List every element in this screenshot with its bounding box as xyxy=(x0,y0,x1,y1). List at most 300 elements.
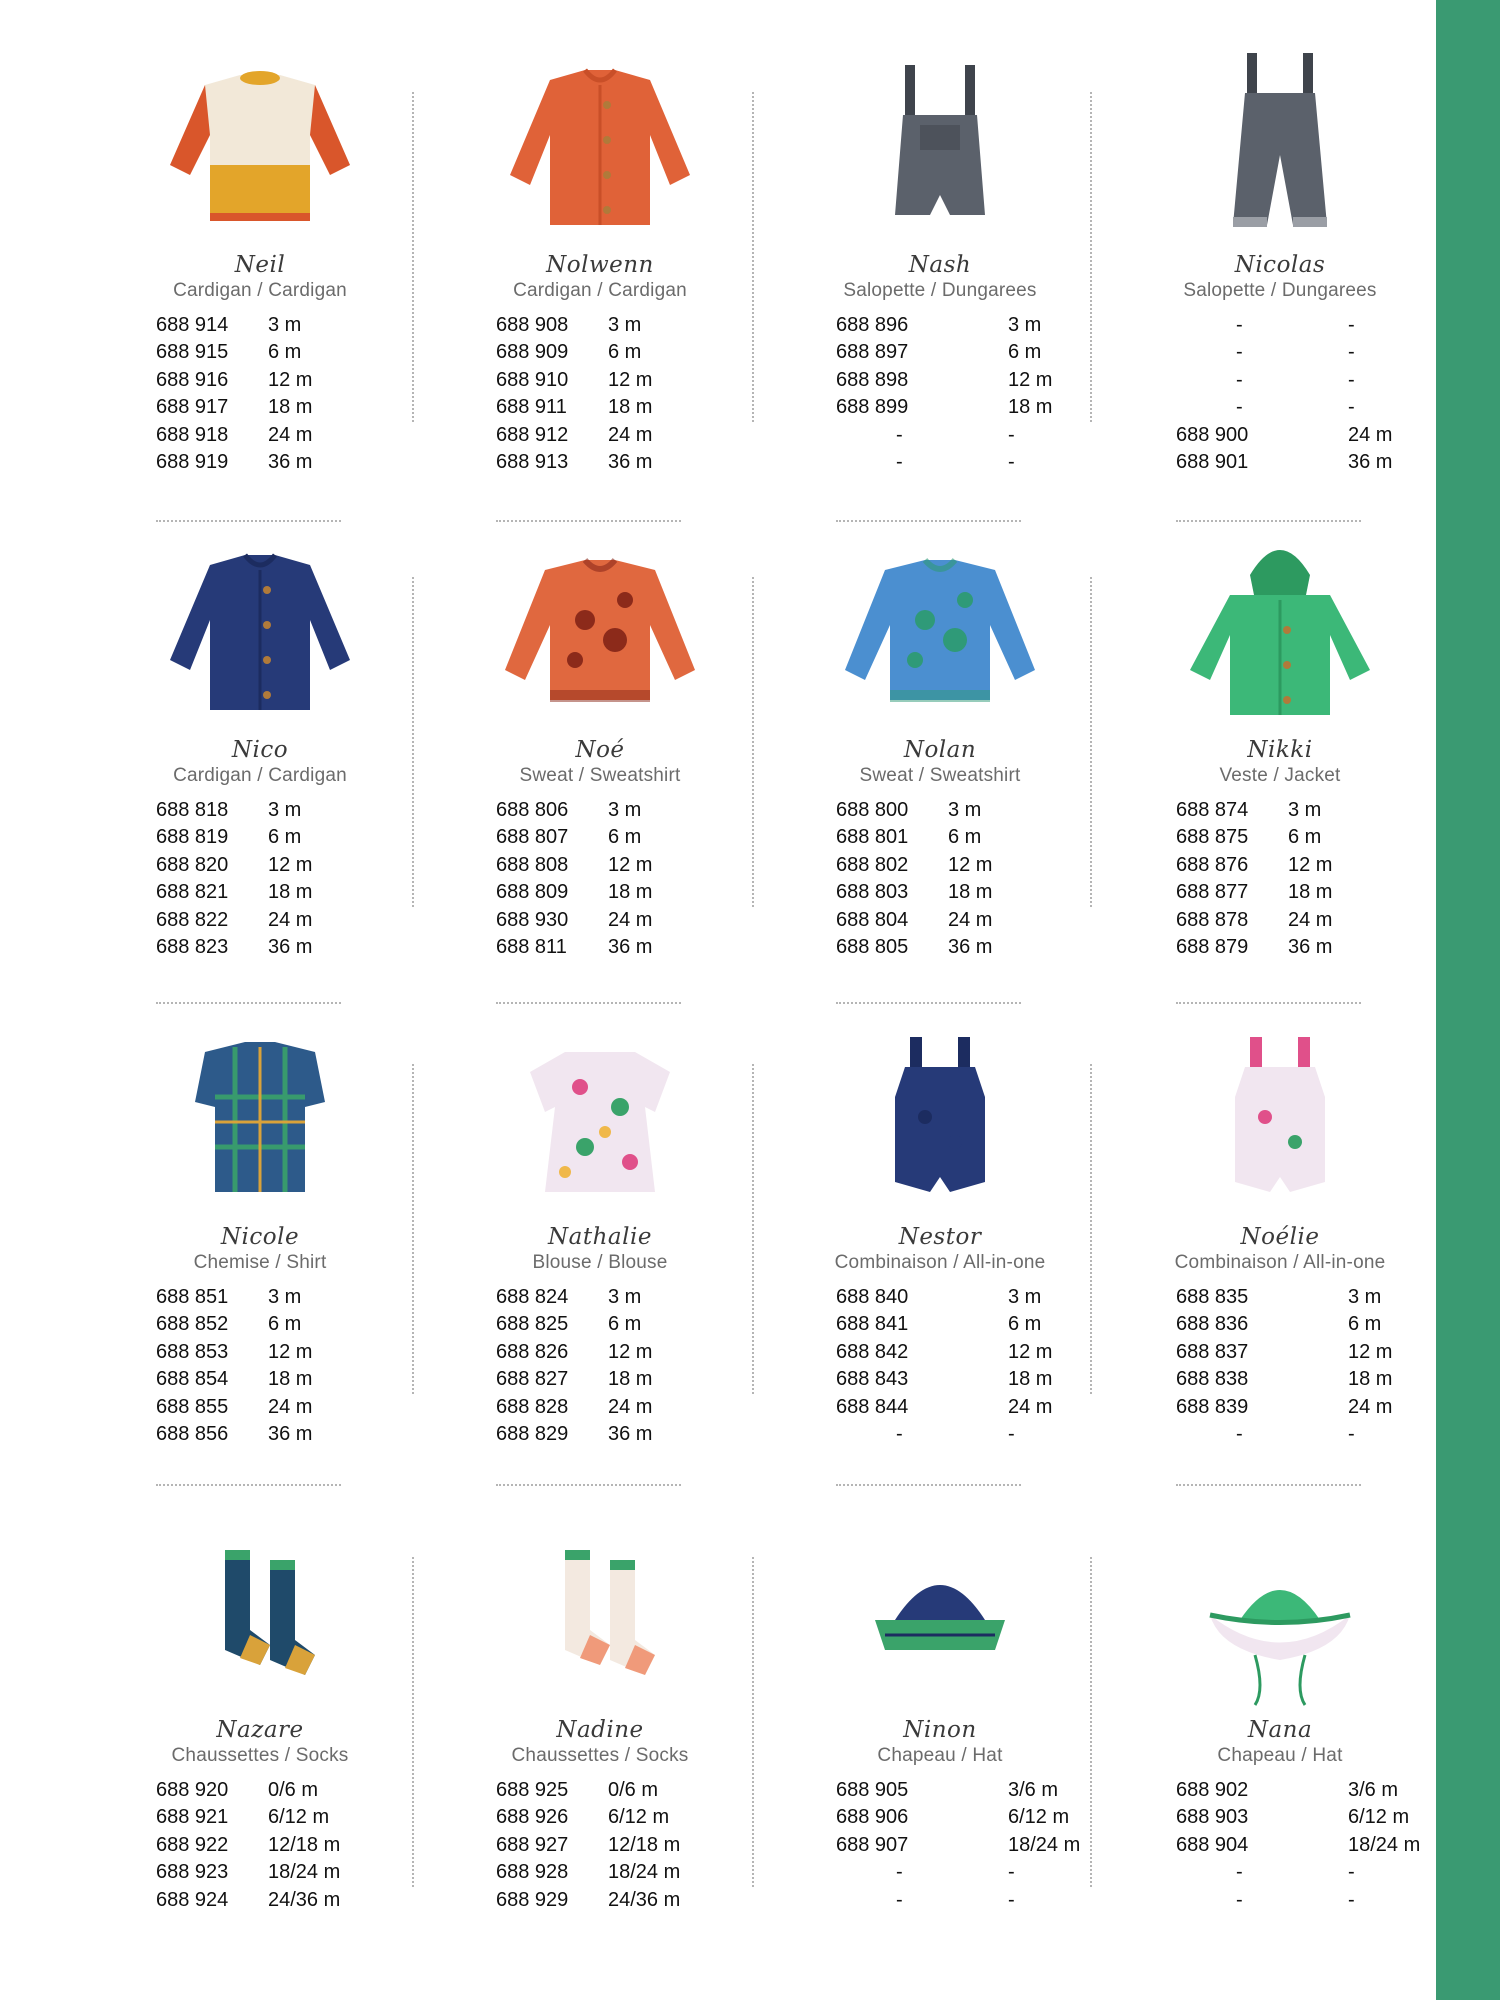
product-type: Cardigan / Cardigan xyxy=(173,280,347,301)
row-divider xyxy=(1176,1484,1361,1486)
product-type: Chapeau / Hat xyxy=(877,1745,1003,1766)
sweatshirt-icon xyxy=(825,530,1055,730)
table-row xyxy=(836,367,1098,394)
product-type: Cardigan / Cardigan xyxy=(513,280,687,301)
size-label: 18 m xyxy=(948,881,993,904)
size-label: 36 m xyxy=(608,1423,653,1446)
product-type: Combinaison / All-in-one xyxy=(834,1252,1046,1273)
reference-table xyxy=(1176,312,1438,476)
reference-table xyxy=(496,1777,698,1914)
product-name: Nikki xyxy=(1247,737,1313,763)
column-divider xyxy=(1090,577,1092,907)
reference-code: 688 855 xyxy=(156,1395,229,1418)
table-row xyxy=(156,312,358,339)
column-divider xyxy=(1090,1064,1092,1394)
product-image xyxy=(140,40,380,250)
product-image xyxy=(1160,1012,1400,1222)
product-image xyxy=(820,40,1060,250)
table-row xyxy=(496,339,698,366)
reference-code: - xyxy=(1236,1888,1243,1911)
table-row xyxy=(1176,797,1378,824)
table-row xyxy=(496,1421,698,1448)
table-row xyxy=(836,879,1038,906)
product-name: Nolwenn xyxy=(546,252,654,278)
product-type: Chaussettes / Socks xyxy=(171,1745,349,1766)
reference-code: 688 900 xyxy=(1176,423,1249,446)
size-label: 12 m xyxy=(1008,1340,1053,1363)
table-row xyxy=(156,934,358,961)
size-label: 3 m xyxy=(1288,799,1322,821)
product-name: Nazare xyxy=(216,1717,304,1743)
reference-table xyxy=(496,312,698,476)
size-label: 18 m xyxy=(268,1368,313,1391)
reference-code: 688 851 xyxy=(156,1286,229,1308)
product-name: Neil xyxy=(234,252,286,278)
size-label: 3 m xyxy=(268,314,302,336)
size-label: 12 m xyxy=(268,853,313,876)
table-row xyxy=(156,1311,358,1338)
table-row xyxy=(156,852,358,879)
column-divider xyxy=(412,577,414,907)
row-divider xyxy=(836,1002,1021,1004)
size-label: 6 m xyxy=(1008,1313,1042,1336)
table-row xyxy=(836,1887,1098,1914)
long-dungarees-icon xyxy=(1165,45,1395,245)
product-type: Salopette / Dungarees xyxy=(843,280,1037,301)
reference-code: 688 920 xyxy=(156,1779,229,1801)
size-label: 12 m xyxy=(1288,853,1333,876)
size-label: 18 m xyxy=(268,396,313,419)
reference-code: 688 925 xyxy=(496,1779,569,1801)
table-row xyxy=(496,907,698,934)
size-label: 6 m xyxy=(268,341,302,364)
table-row xyxy=(156,394,358,421)
product-card xyxy=(470,40,810,520)
reference-code: 688 843 xyxy=(836,1368,909,1391)
product-image xyxy=(480,1012,720,1222)
table-row xyxy=(496,879,698,906)
size-label: - xyxy=(1008,423,1015,446)
size-label: - xyxy=(1348,368,1355,391)
reference-code: 688 910 xyxy=(496,368,569,391)
table-row xyxy=(496,934,698,961)
size-label: 36 m xyxy=(268,451,313,474)
reference-code: 688 811 xyxy=(496,936,567,959)
table-row xyxy=(496,797,698,824)
size-label: 6/12 m xyxy=(1008,1806,1070,1829)
product-image xyxy=(1160,1505,1400,1715)
table-row xyxy=(496,367,698,394)
row-divider xyxy=(156,1002,341,1004)
size-label: 24 m xyxy=(268,1395,313,1418)
size-label: 12/18 m xyxy=(268,1833,341,1856)
table-row xyxy=(496,1804,698,1831)
table-row xyxy=(1176,1339,1438,1366)
reference-table xyxy=(836,1284,1098,1448)
size-label: 3 m xyxy=(608,1286,642,1308)
column-divider xyxy=(412,1557,414,1887)
reference-code: 688 924 xyxy=(156,1888,229,1911)
reference-code: 688 826 xyxy=(496,1340,569,1363)
reference-code: 688 874 xyxy=(1176,799,1249,821)
product-image xyxy=(820,1012,1060,1222)
table-row xyxy=(156,1339,358,1366)
size-label: 24/36 m xyxy=(268,1888,341,1911)
product-type: Combinaison / All-in-one xyxy=(1174,1252,1386,1273)
table-row xyxy=(1176,394,1438,421)
product-card xyxy=(1150,525,1490,1005)
size-label: 6 m xyxy=(608,1313,642,1336)
table-row xyxy=(156,1777,358,1804)
reference-code: 688 923 xyxy=(156,1861,229,1884)
table-row xyxy=(156,1421,358,1448)
reference-code: 688 875 xyxy=(1176,826,1249,849)
table-row xyxy=(1176,1804,1438,1831)
table-row xyxy=(836,1832,1098,1859)
reference-code: 688 809 xyxy=(496,881,569,904)
size-label: 6/12 m xyxy=(268,1806,330,1829)
reference-table xyxy=(836,797,1038,961)
reference-code: 688 929 xyxy=(496,1888,569,1911)
reference-code: 688 897 xyxy=(836,341,909,364)
size-label: 12 m xyxy=(1348,1340,1393,1363)
size-label: 36 m xyxy=(1348,451,1393,474)
size-label: 6 m xyxy=(268,826,302,849)
product-type: Blouse / Blouse xyxy=(532,1252,668,1273)
table-row xyxy=(156,1804,358,1831)
table-row xyxy=(836,1421,1098,1448)
reference-code: - xyxy=(1236,1423,1243,1446)
reference-code: 688 841 xyxy=(836,1313,909,1336)
table-row xyxy=(1176,312,1438,339)
table-row xyxy=(1176,1366,1438,1393)
reference-code: 688 804 xyxy=(836,908,909,931)
reference-code: - xyxy=(1236,396,1243,419)
reference-code: 688 838 xyxy=(1176,1368,1249,1391)
table-row xyxy=(496,1311,698,1338)
table-row xyxy=(156,824,358,851)
size-label: 6 m xyxy=(268,1313,302,1336)
size-label: 12 m xyxy=(608,368,653,391)
table-row xyxy=(496,1394,698,1421)
size-label: 36 m xyxy=(268,936,313,959)
reference-code: 688 802 xyxy=(836,853,909,876)
size-label: 6 m xyxy=(1348,1313,1382,1336)
table-row xyxy=(156,1394,358,1421)
reference-code: 688 806 xyxy=(496,799,569,821)
table-row xyxy=(836,449,1098,476)
table-row xyxy=(836,1804,1098,1831)
reference-code: 688 930 xyxy=(496,908,569,931)
size-label: 18 m xyxy=(608,881,653,904)
size-label: - xyxy=(1348,1861,1355,1884)
row-divider xyxy=(496,520,681,522)
table-row xyxy=(496,852,698,879)
table-row xyxy=(156,449,358,476)
table-row xyxy=(156,1832,358,1859)
table-row xyxy=(156,797,358,824)
product-name: Nash xyxy=(908,252,972,278)
reference-code: 688 876 xyxy=(1176,853,1249,876)
reference-code: - xyxy=(896,1888,903,1911)
table-row xyxy=(1176,1311,1438,1338)
reference-code: 688 808 xyxy=(496,853,569,876)
product-card xyxy=(1150,40,1490,520)
reference-code: 688 835 xyxy=(1176,1286,1249,1308)
reference-code: 688 921 xyxy=(156,1806,229,1829)
reference-code: 688 807 xyxy=(496,826,569,849)
table-row xyxy=(496,312,698,339)
product-card xyxy=(1150,1012,1490,1492)
size-label: 24 m xyxy=(1288,908,1333,931)
size-label: 0/6 m xyxy=(268,1779,319,1801)
product-card xyxy=(470,1505,810,1985)
product-type: Sweat / Sweatshirt xyxy=(519,765,681,786)
size-label: - xyxy=(1008,451,1015,474)
product-type: Chapeau / Hat xyxy=(1217,1745,1343,1766)
reference-code: 688 898 xyxy=(836,368,909,391)
reference-code: 688 836 xyxy=(1176,1313,1249,1336)
size-label: 24/36 m xyxy=(608,1888,681,1911)
reference-table xyxy=(496,1284,698,1448)
table-row xyxy=(1176,422,1438,449)
reference-code: - xyxy=(896,1861,903,1884)
size-label: 12/18 m xyxy=(608,1833,681,1856)
size-label: 6 m xyxy=(1288,826,1322,849)
reference-code: 688 877 xyxy=(1176,881,1249,904)
product-name: Noélie xyxy=(1240,1224,1320,1250)
reference-table xyxy=(496,797,698,961)
product-card xyxy=(810,525,1150,1005)
reference-code: 688 908 xyxy=(496,314,569,336)
table-row xyxy=(1176,339,1438,366)
table-row xyxy=(836,907,1038,934)
product-name: Nicole xyxy=(220,1224,300,1250)
product-type: Sweat / Sweatshirt xyxy=(859,765,1021,786)
product-card xyxy=(470,1012,810,1492)
reference-code: 688 844 xyxy=(836,1395,909,1418)
blouse-icon xyxy=(485,1017,715,1217)
table-row xyxy=(1176,1394,1438,1421)
reference-code: 688 839 xyxy=(1176,1395,1249,1418)
table-row xyxy=(1176,1887,1438,1914)
cardigan-icon xyxy=(145,530,375,730)
size-label: 6/12 m xyxy=(1348,1806,1410,1829)
size-label: 12 m xyxy=(1008,368,1053,391)
reference-table xyxy=(1176,1777,1438,1914)
reference-code: 688 853 xyxy=(156,1340,229,1363)
table-row xyxy=(496,394,698,421)
table-row xyxy=(1176,367,1438,394)
reference-code: 688 901 xyxy=(1176,451,1249,474)
table-row xyxy=(836,1284,1098,1311)
size-label: 3 m xyxy=(1008,314,1042,336)
size-label: - xyxy=(1008,1861,1015,1884)
product-card xyxy=(470,525,810,1005)
short-dungarees-icon xyxy=(825,45,1055,245)
row-divider xyxy=(1176,1002,1361,1004)
product-type: Veste / Jacket xyxy=(1219,765,1341,786)
reference-code: 688 818 xyxy=(156,799,229,821)
size-label: 24 m xyxy=(1008,1395,1053,1418)
column-divider xyxy=(752,1064,754,1394)
table-row xyxy=(1176,1832,1438,1859)
reference-code: 688 842 xyxy=(836,1340,909,1363)
table-row xyxy=(496,1366,698,1393)
table-row xyxy=(156,339,358,366)
size-label: 36 m xyxy=(608,936,653,959)
product-image xyxy=(140,525,380,735)
table-row xyxy=(836,1366,1098,1393)
table-row xyxy=(156,1887,358,1914)
reference-table xyxy=(1176,797,1378,961)
product-card xyxy=(130,525,470,1005)
size-label: 3 m xyxy=(608,799,642,821)
row-divider xyxy=(156,1484,341,1486)
table-row xyxy=(496,1284,698,1311)
reference-code: 688 896 xyxy=(836,314,909,336)
sweater-icon xyxy=(145,45,375,245)
reference-code: 688 927 xyxy=(496,1833,569,1856)
product-name: Nico xyxy=(231,737,289,763)
table-row xyxy=(1176,1421,1438,1448)
product-name: Ninon xyxy=(903,1717,977,1743)
bucket-hat-icon xyxy=(825,1510,1055,1710)
product-image xyxy=(1160,40,1400,250)
reference-code: 688 854 xyxy=(156,1368,229,1391)
reference-code: 688 903 xyxy=(1176,1806,1249,1829)
size-label: 18 m xyxy=(1008,1368,1053,1391)
reference-code: 688 917 xyxy=(156,396,229,419)
table-row xyxy=(836,1311,1098,1338)
product-name: Nathalie xyxy=(548,1224,652,1250)
size-label: 3/6 m xyxy=(1348,1779,1399,1801)
product-type: Chaussettes / Socks xyxy=(511,1745,689,1766)
size-label: 36 m xyxy=(608,451,653,474)
shirt-icon xyxy=(145,1017,375,1217)
size-label: 36 m xyxy=(1288,936,1333,959)
size-label: - xyxy=(1348,1888,1355,1911)
reference-code: 688 822 xyxy=(156,908,229,931)
table-row xyxy=(836,824,1038,851)
reference-code: 688 852 xyxy=(156,1313,229,1336)
product-card xyxy=(810,1012,1150,1492)
product-type: Chemise / Shirt xyxy=(193,1252,327,1273)
size-label: 3 m xyxy=(268,1286,302,1308)
table-row xyxy=(156,367,358,394)
size-label: 18 m xyxy=(1008,396,1053,419)
size-label: 18/24 m xyxy=(608,1861,681,1884)
table-row xyxy=(836,1777,1098,1804)
table-row xyxy=(156,1859,358,1886)
table-row xyxy=(496,1859,698,1886)
reference-code: - xyxy=(1236,314,1243,336)
size-label: 3 m xyxy=(268,799,302,821)
size-label: 18 m xyxy=(268,881,313,904)
reference-code: 688 829 xyxy=(496,1423,569,1446)
column-divider xyxy=(1090,1557,1092,1887)
size-label: 6/12 m xyxy=(608,1806,670,1829)
product-type: Salopette / Dungarees xyxy=(1183,280,1377,301)
size-label: 18/24 m xyxy=(268,1861,341,1884)
reference-code: 688 906 xyxy=(836,1806,909,1829)
table-row xyxy=(836,1339,1098,1366)
size-label: - xyxy=(1348,1423,1355,1446)
reference-table xyxy=(156,1777,358,1914)
product-image xyxy=(140,1505,380,1715)
row-divider xyxy=(836,520,1021,522)
table-row xyxy=(1176,907,1378,934)
table-row xyxy=(1176,1284,1438,1311)
table-row xyxy=(1176,852,1378,879)
table-row xyxy=(1176,934,1378,961)
column-divider xyxy=(752,577,754,907)
reference-code: 688 922 xyxy=(156,1833,229,1856)
size-label: 24 m xyxy=(268,423,313,446)
reference-table xyxy=(1176,1284,1438,1448)
size-label: 24 m xyxy=(1348,423,1393,446)
reference-code: 688 820 xyxy=(156,853,229,876)
size-label: 12 m xyxy=(268,1340,313,1363)
size-label: 18 m xyxy=(1288,881,1333,904)
reference-code: 688 821 xyxy=(156,881,229,904)
cardigan-icon xyxy=(485,45,715,245)
product-card xyxy=(810,1505,1150,1985)
table-row xyxy=(496,1832,698,1859)
size-label: 3 m xyxy=(1008,1286,1042,1308)
product-name: Noé xyxy=(575,737,625,763)
reference-code: 688 827 xyxy=(496,1368,569,1391)
column-divider xyxy=(752,92,754,422)
reference-code: - xyxy=(1236,341,1243,364)
reference-code: - xyxy=(896,423,903,446)
table-row xyxy=(496,1887,698,1914)
reference-code: 688 926 xyxy=(496,1806,569,1829)
sun-hat-icon xyxy=(1165,1510,1395,1710)
size-label: 12 m xyxy=(608,1340,653,1363)
table-row xyxy=(496,1777,698,1804)
table-row xyxy=(836,1859,1098,1886)
reference-code: 688 909 xyxy=(496,341,569,364)
table-row xyxy=(156,907,358,934)
size-label: 18/24 m xyxy=(1348,1833,1421,1856)
reference-code: 688 918 xyxy=(156,423,229,446)
reference-code: 688 837 xyxy=(1176,1340,1249,1363)
size-label: 24 m xyxy=(268,908,313,931)
table-row xyxy=(1176,1777,1438,1804)
reference-code: 688 879 xyxy=(1176,936,1249,959)
table-row xyxy=(496,422,698,449)
size-label: 36 m xyxy=(268,1423,313,1446)
size-label: - xyxy=(1008,1423,1015,1446)
row-divider xyxy=(156,520,341,522)
product-card xyxy=(810,40,1150,520)
size-label: 3 m xyxy=(1348,1286,1382,1308)
reference-code: 688 916 xyxy=(156,368,229,391)
reference-code: 688 904 xyxy=(1176,1833,1249,1856)
reference-code: 688 800 xyxy=(836,799,909,821)
size-label: 18 m xyxy=(608,396,653,419)
size-label: 12 m xyxy=(948,853,993,876)
size-label: 0/6 m xyxy=(608,1779,659,1801)
product-image xyxy=(480,1505,720,1715)
size-label: 6 m xyxy=(1008,341,1042,364)
reference-code: 688 828 xyxy=(496,1395,569,1418)
size-label: 3/6 m xyxy=(1008,1779,1059,1801)
product-image xyxy=(820,1505,1060,1715)
reference-code: 688 928 xyxy=(496,1861,569,1884)
socks-icon xyxy=(145,1510,375,1710)
